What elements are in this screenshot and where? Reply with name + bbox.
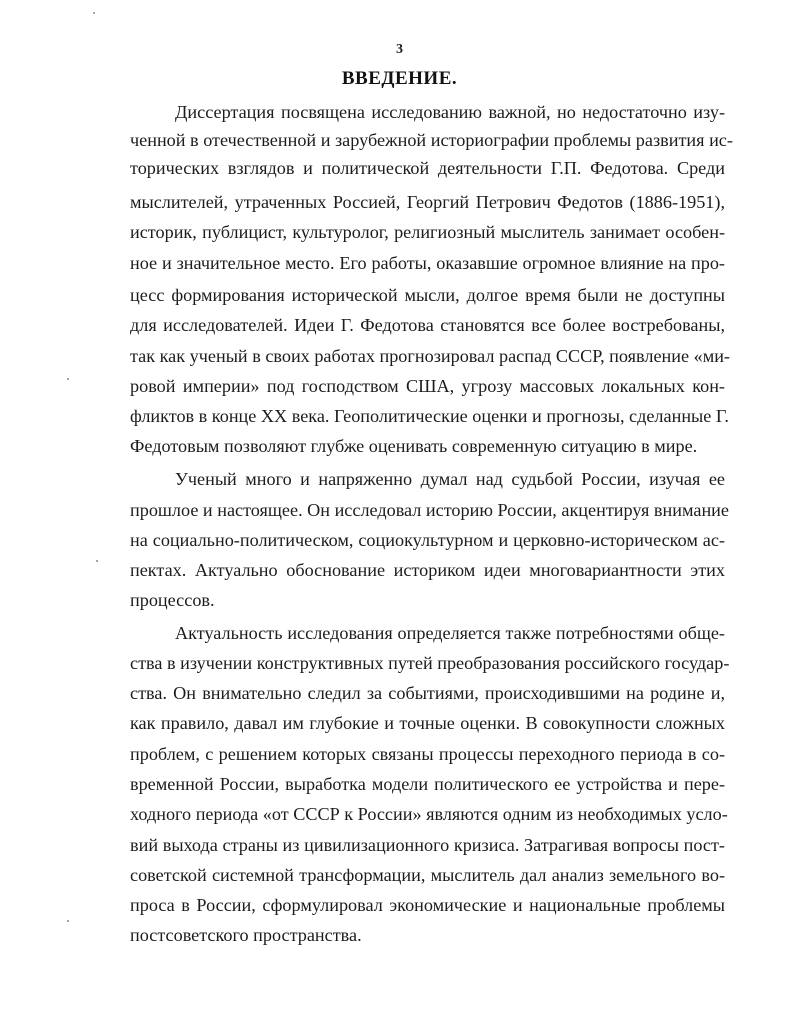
text-line: Ученый много и напряженно думал над судьбой России, изучая ее	[175, 469, 725, 489]
text-line: проса в России, сформулировал экономические и национальные проблемы	[130, 895, 725, 915]
section-heading: ВВЕДЕНИЕ.	[341, 68, 458, 89]
text-line: фликтов в конце XX века. Геополитические оценки и прогнозы, сделанные Г.	[130, 406, 729, 426]
text-line: торических взглядов и политической деятельности Г.П. Федотова. Среди	[130, 158, 725, 178]
text-line: процессов.	[130, 590, 215, 610]
text-line: советской системной трансформации, мыслитель дал анализ земельного во-	[130, 865, 725, 885]
text-line: ное и значительное место. Его работы, оказавшие огромное влияние на про-	[130, 253, 725, 273]
scan-speck	[93, 12, 95, 14]
text-line: цесс формирования исторической мысли, долгое время были не доступны	[130, 285, 725, 305]
text-line: мыслителей, утраченных Россией, Георгий Петрович Федотов (1886-1951),	[130, 192, 725, 212]
text-line: постсоветского пространства.	[130, 925, 362, 945]
text-line: Федотовым позволяют глубже оценивать современную ситуацию в мире.	[130, 436, 698, 456]
text-line: ства. Он внимательно следил за событиями, происходившими на родине и,	[130, 683, 725, 703]
text-line: Актуальность исследования определяется также потребностями обще-	[175, 623, 725, 643]
text-line: прошлое и настоящее. Он исследовал историю России, акцентируя внимание	[130, 500, 729, 520]
text-line: как правило, давал им глубокие и точные оценки. В совокупности сложных	[130, 713, 725, 733]
text-line: проблем, с решением которых связаны процессы переходного периода в со-	[130, 744, 725, 764]
text-line: ровой империи» под господством США, угрозу массовых локальных кон-	[130, 376, 725, 396]
text-line: так как ученый в своих работах прогнозировал распад СССР, появление «ми-	[130, 346, 730, 366]
scan-speck	[96, 560, 98, 562]
text-line: ходного периода «от СССР к России» являются одним из необходимых усло-	[130, 804, 728, 824]
text-line: на социально-политическом, социокультурном и церковно-историческом ас-	[130, 530, 725, 550]
text-line: вий выхода страны из цивилизационного кризиса. Затрагивая вопросы пост-	[130, 835, 725, 855]
text-line: для исследователей. Идеи Г. Федотова становятся все более востребованы,	[130, 315, 725, 335]
text-line: ства в изучении конструктивных путей преобразования российского государ-	[130, 653, 730, 673]
text-line: историк, публицист, культуролог, религиозный мыслитель занимает особен-	[130, 222, 725, 242]
page-number: 3	[396, 42, 403, 57]
text-line: ченной в отечественной и зарубежной историографии проблемы развития ис-	[130, 130, 733, 150]
text-line: пектах. Актуально обоснование историком идеи многовариантности этих	[130, 560, 725, 580]
scan-speck	[67, 920, 69, 922]
scan-speck	[67, 378, 69, 380]
text-line: временной России, выработка модели политического ее устройства и пере-	[130, 774, 725, 794]
text-line: Диссертация посвящена исследованию важной, но недостаточно изу-	[175, 102, 725, 122]
